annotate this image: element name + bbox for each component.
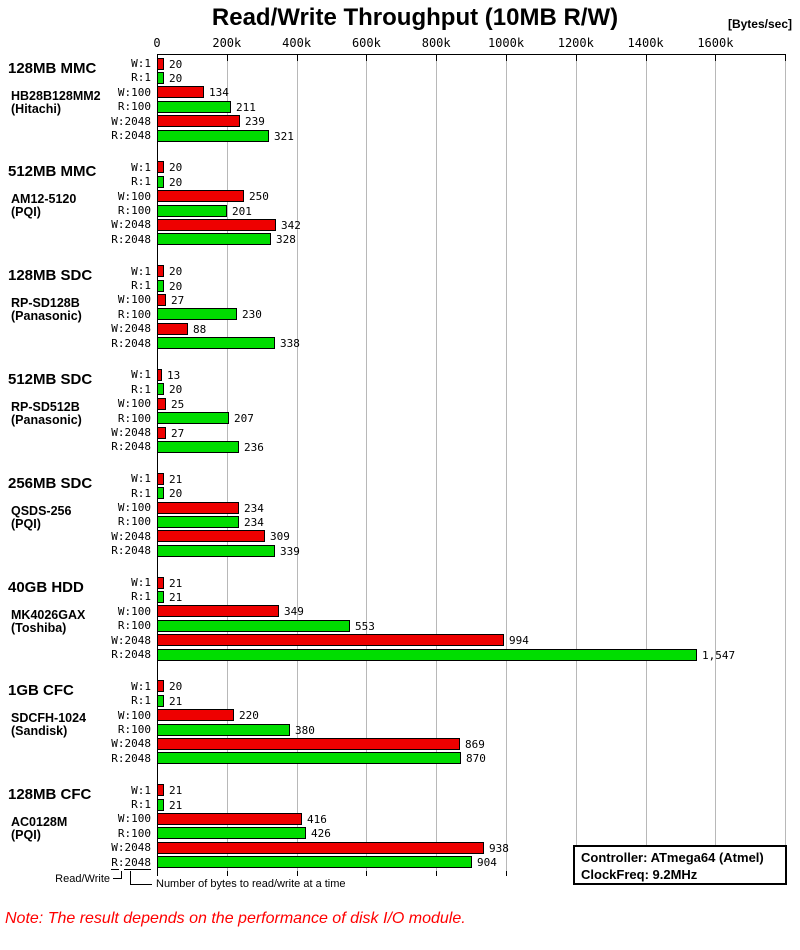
read-bar	[157, 799, 164, 811]
bar-value-label: 21	[169, 590, 183, 604]
row-label: R:100	[117, 307, 151, 321]
bar-value-label: 21	[169, 784, 183, 798]
group-model: MK4026GAX	[11, 607, 86, 622]
write-bar	[157, 86, 204, 98]
group-label-block	[8, 164, 96, 219]
bar-value-label: 553	[355, 619, 375, 633]
x-axis-tick-label: 1400k	[627, 36, 664, 50]
row-label: R:2048	[111, 129, 151, 142]
group-title: 40GB HDD	[8, 578, 84, 596]
group-vendor: (Toshiba)	[11, 620, 67, 635]
bar-value-label: 234	[244, 501, 264, 515]
bar-value-label: 211	[236, 100, 256, 114]
write-bar	[157, 369, 162, 381]
row-label: W:2048	[111, 633, 151, 647]
bar-value-label: 25	[171, 397, 185, 411]
row-label: W:100	[117, 85, 151, 99]
read-bar	[157, 101, 231, 113]
note-text: Note: The result depends on the performance of disk I/O module.	[5, 910, 466, 927]
bar-value-label: 250	[249, 190, 269, 204]
write-bar	[157, 115, 240, 127]
row-label: W:100	[117, 397, 151, 411]
gridline	[576, 55, 577, 871]
row-label: W:1	[131, 576, 151, 589]
read-bar	[157, 649, 697, 661]
read-bar	[157, 752, 461, 764]
row-label: R:2048	[111, 751, 151, 765]
bracket-readwrite-vertical	[121, 871, 122, 879]
read-bar	[157, 545, 275, 557]
group-vendor: (PQI)	[11, 205, 41, 220]
row-label: W:1	[131, 160, 151, 174]
bar-value-label: 416	[307, 812, 327, 826]
group-model: QSDS-256	[11, 503, 72, 518]
axis-tickmark-top	[785, 55, 786, 61]
write-bar	[157, 813, 302, 825]
group-label-block	[8, 787, 91, 842]
bytes-annotation: Number of bytes to read/write at a time	[156, 878, 346, 890]
write-bar	[157, 784, 164, 796]
write-bar	[157, 680, 164, 692]
bar-value-label: 309	[270, 530, 290, 544]
row-label: R:1	[131, 694, 151, 708]
group-label-block	[8, 580, 85, 635]
row-label: R:1	[131, 382, 151, 396]
bar-value-label: 20	[169, 487, 183, 501]
read-bar	[157, 72, 164, 84]
read-bar	[157, 441, 239, 453]
write-bar	[157, 634, 504, 646]
bar-value-label: 426	[311, 827, 331, 841]
group-title: 512MB SDC	[8, 370, 93, 388]
bar-value-label: 328	[276, 233, 296, 247]
read-bar	[157, 620, 350, 632]
row-label: R:100	[117, 515, 151, 529]
axis-tickmark-top	[297, 55, 298, 61]
axis-tickmark-top	[506, 55, 507, 61]
write-bar	[157, 473, 164, 485]
bar-value-label: 938	[489, 841, 509, 855]
row-label: W:1	[131, 472, 151, 486]
row-label: W:1	[131, 679, 151, 693]
axis-tickmark-top	[646, 55, 647, 61]
group-model: AM12-5120	[11, 192, 77, 207]
row-label: W:2048	[111, 218, 151, 232]
write-bar	[157, 58, 164, 70]
read-bar	[157, 233, 271, 245]
read-bar	[157, 695, 164, 707]
bar-value-label: 20	[169, 161, 183, 175]
row-label: W:100	[117, 189, 151, 203]
axis-tickmark-top	[366, 55, 367, 61]
x-axis-tick-label: 1200k	[557, 36, 594, 50]
group-vendor: (Hitachi)	[11, 101, 61, 116]
bar-value-label: 904	[477, 856, 497, 870]
row-label: W:100	[117, 812, 151, 826]
underline-readwrite	[111, 869, 119, 870]
read-bar	[157, 130, 269, 142]
row-label: W:2048	[111, 737, 151, 751]
x-axis-top-border	[157, 54, 786, 55]
group-model: RP-SD128B	[11, 296, 80, 311]
x-axis-tick-label: 1000k	[487, 36, 525, 50]
write-bar	[157, 294, 166, 306]
axis-tickmark-bottom	[366, 871, 367, 876]
write-bar	[157, 265, 164, 277]
row-label: W:2048	[111, 114, 151, 128]
row-label: W:1	[131, 264, 151, 278]
bar-value-label: 27	[171, 426, 185, 440]
read-bar	[157, 412, 229, 424]
read-bar	[157, 487, 164, 499]
axis-tickmark-top	[436, 55, 437, 61]
row-label: W:2048	[111, 322, 151, 336]
row-label: R:2048	[111, 855, 151, 869]
gridline	[785, 55, 786, 871]
bar-value-label: 21	[169, 472, 183, 486]
group-model: AC0128M	[11, 815, 68, 830]
row-label: W:1	[131, 57, 151, 70]
write-bar	[157, 530, 265, 542]
axis-tickmark-bottom	[227, 871, 228, 876]
bar-value-label: 349	[284, 605, 304, 619]
read-bar	[157, 383, 164, 395]
group-vendor: (Sandisk)	[11, 724, 68, 739]
group-label-block	[8, 683, 86, 738]
row-label: W:100	[117, 293, 151, 307]
underline-bytes	[124, 869, 151, 870]
read-bar	[157, 280, 164, 292]
bar-value-label: 870	[466, 752, 486, 766]
bar-value-label: 27	[171, 293, 185, 307]
read-bar	[157, 176, 164, 188]
read-bar	[157, 205, 227, 217]
bar-value-label: 21	[169, 576, 183, 590]
write-bar	[157, 323, 188, 335]
controller-info-box	[573, 845, 787, 885]
bracket-readwrite-horizontal	[113, 878, 121, 879]
write-bar	[157, 738, 460, 750]
axis-unit-label: [Bytes/sec]	[727, 17, 792, 31]
bar-value-label: 201	[232, 204, 252, 218]
group-vendor: (Panasonic)	[11, 309, 82, 324]
group-vendor: (Panasonic)	[11, 412, 82, 427]
group-label-block	[8, 268, 92, 323]
bar-value-label: 339	[280, 544, 300, 558]
group-label-block	[8, 372, 92, 427]
row-label: R:1	[131, 175, 151, 189]
x-axis-tick-label: 400k	[282, 36, 312, 50]
group-title: 256MB SDC	[8, 474, 93, 492]
row-label: R:100	[117, 826, 151, 840]
group-title: 128MB CFC	[8, 786, 92, 804]
bar-value-label: 342	[281, 218, 301, 232]
axis-tickmark-bottom	[436, 871, 437, 876]
write-bar	[157, 161, 164, 173]
row-label: R:1	[131, 71, 151, 85]
bar-value-label: 20	[169, 279, 183, 293]
row-label: R:2048	[111, 440, 151, 454]
axis-tickmark-bottom	[506, 871, 507, 876]
read-bar	[157, 856, 472, 868]
write-bar	[157, 709, 234, 721]
bracket-bytes-horizontal	[131, 884, 152, 885]
bar-value-label: 20	[169, 265, 183, 279]
row-label: R:100	[117, 100, 151, 114]
row-label: R:100	[117, 619, 151, 633]
write-bar	[157, 842, 484, 854]
bar-value-label: 380	[295, 723, 315, 737]
write-bar	[157, 502, 239, 514]
bar-value-label: 134	[209, 86, 229, 100]
group-title: 128MB SDC	[8, 267, 93, 285]
chart-title: Read/Write Throughput (10MB R/W)	[211, 4, 619, 31]
bar-value-label: 338	[280, 337, 300, 351]
bar-value-label: 239	[245, 115, 265, 129]
read-bar	[157, 337, 275, 349]
bracket-bytes-vertical	[130, 871, 131, 885]
write-bar	[157, 398, 166, 410]
axis-tickmark-top	[715, 55, 716, 61]
group-vendor: (PQI)	[11, 828, 41, 843]
bar-value-label: 88	[193, 322, 207, 336]
group-model: RP-SD512B	[11, 399, 80, 414]
write-bar	[157, 577, 164, 589]
bar-value-label: 220	[239, 709, 259, 723]
bar-value-label: 869	[465, 737, 485, 751]
row-label: W:100	[117, 604, 151, 618]
bar-value-label: 994	[509, 634, 529, 648]
row-label: R:1	[131, 486, 151, 500]
x-axis-tick-label: 1600k	[697, 36, 734, 50]
bar-value-label: 207	[234, 412, 254, 426]
group-model: HB28B128MM2	[11, 88, 101, 103]
axis-tickmark-bottom	[297, 871, 298, 876]
bar-value-label: 236	[244, 440, 264, 454]
row-label: R:100	[117, 411, 151, 425]
group-model: SDCFH-1024	[11, 711, 87, 726]
group-title: 1GB CFC	[8, 682, 74, 700]
read-bar	[157, 827, 306, 839]
group-label-block	[8, 61, 101, 116]
x-axis-tick-label: 0	[153, 36, 161, 50]
read-bar	[157, 308, 237, 320]
x-axis-tick-label: 800k	[421, 36, 451, 50]
write-bar	[157, 190, 244, 202]
bar-value-label: 13	[167, 368, 181, 382]
row-label: R:1	[131, 590, 151, 604]
row-label: W:1	[131, 783, 151, 797]
bar-value-label: 20	[169, 175, 183, 189]
write-bar	[157, 605, 279, 617]
read-bar	[157, 591, 164, 603]
row-label: R:100	[117, 723, 151, 736]
read-write-annotation: Read/Write	[55, 873, 110, 885]
bar-value-label: 230	[242, 308, 262, 322]
bar-value-label: 20	[169, 383, 183, 397]
row-label: R:2048	[111, 648, 151, 661]
write-bar	[157, 219, 276, 231]
bar-value-label: 20	[169, 57, 183, 71]
row-label: W:100	[117, 708, 151, 722]
read-bar	[157, 516, 239, 528]
gridline	[646, 55, 647, 871]
bar-value-label: 21	[169, 694, 183, 708]
row-label: R:2048	[111, 544, 151, 558]
axis-tickmark-bottom	[157, 871, 158, 876]
row-label: W:2048	[111, 426, 151, 439]
bar-value-label: 1,547	[702, 648, 736, 662]
row-label: R:100	[117, 204, 151, 217]
axis-tickmark-top	[576, 55, 577, 61]
bar-value-label: 20	[169, 680, 183, 694]
x-axis-tick-label: 600k	[351, 36, 381, 50]
write-bar	[157, 427, 166, 439]
gridline	[506, 55, 507, 871]
clockfreq-info-line: ClockFreq: 9.2MHz	[581, 867, 698, 882]
bar-value-label: 21	[169, 798, 183, 812]
row-label: W:2048	[111, 529, 151, 543]
x-axis-tick-label: 200k	[212, 36, 242, 50]
row-label: R:2048	[111, 232, 151, 246]
row-label: W:100	[117, 501, 151, 514]
row-label: R:1	[131, 798, 151, 811]
group-label-block	[8, 476, 92, 531]
row-label: W:1	[131, 368, 151, 382]
group-title: 128MB MMC	[8, 59, 97, 77]
group-title: 512MB MMC	[8, 163, 97, 181]
group-vendor: (PQI)	[11, 516, 41, 531]
bar-value-label: 234	[244, 515, 264, 529]
row-label: W:2048	[111, 841, 151, 855]
row-label: R:2048	[111, 336, 151, 350]
axis-tickmark-top	[227, 55, 228, 61]
bar-value-label: 321	[274, 129, 294, 143]
controller-info-line: Controller: ATmega64 (Atmel)	[581, 850, 764, 865]
row-label: R:1	[131, 279, 151, 292]
bar-value-label: 20	[169, 71, 183, 85]
gridline	[715, 55, 716, 871]
read-bar	[157, 724, 290, 736]
